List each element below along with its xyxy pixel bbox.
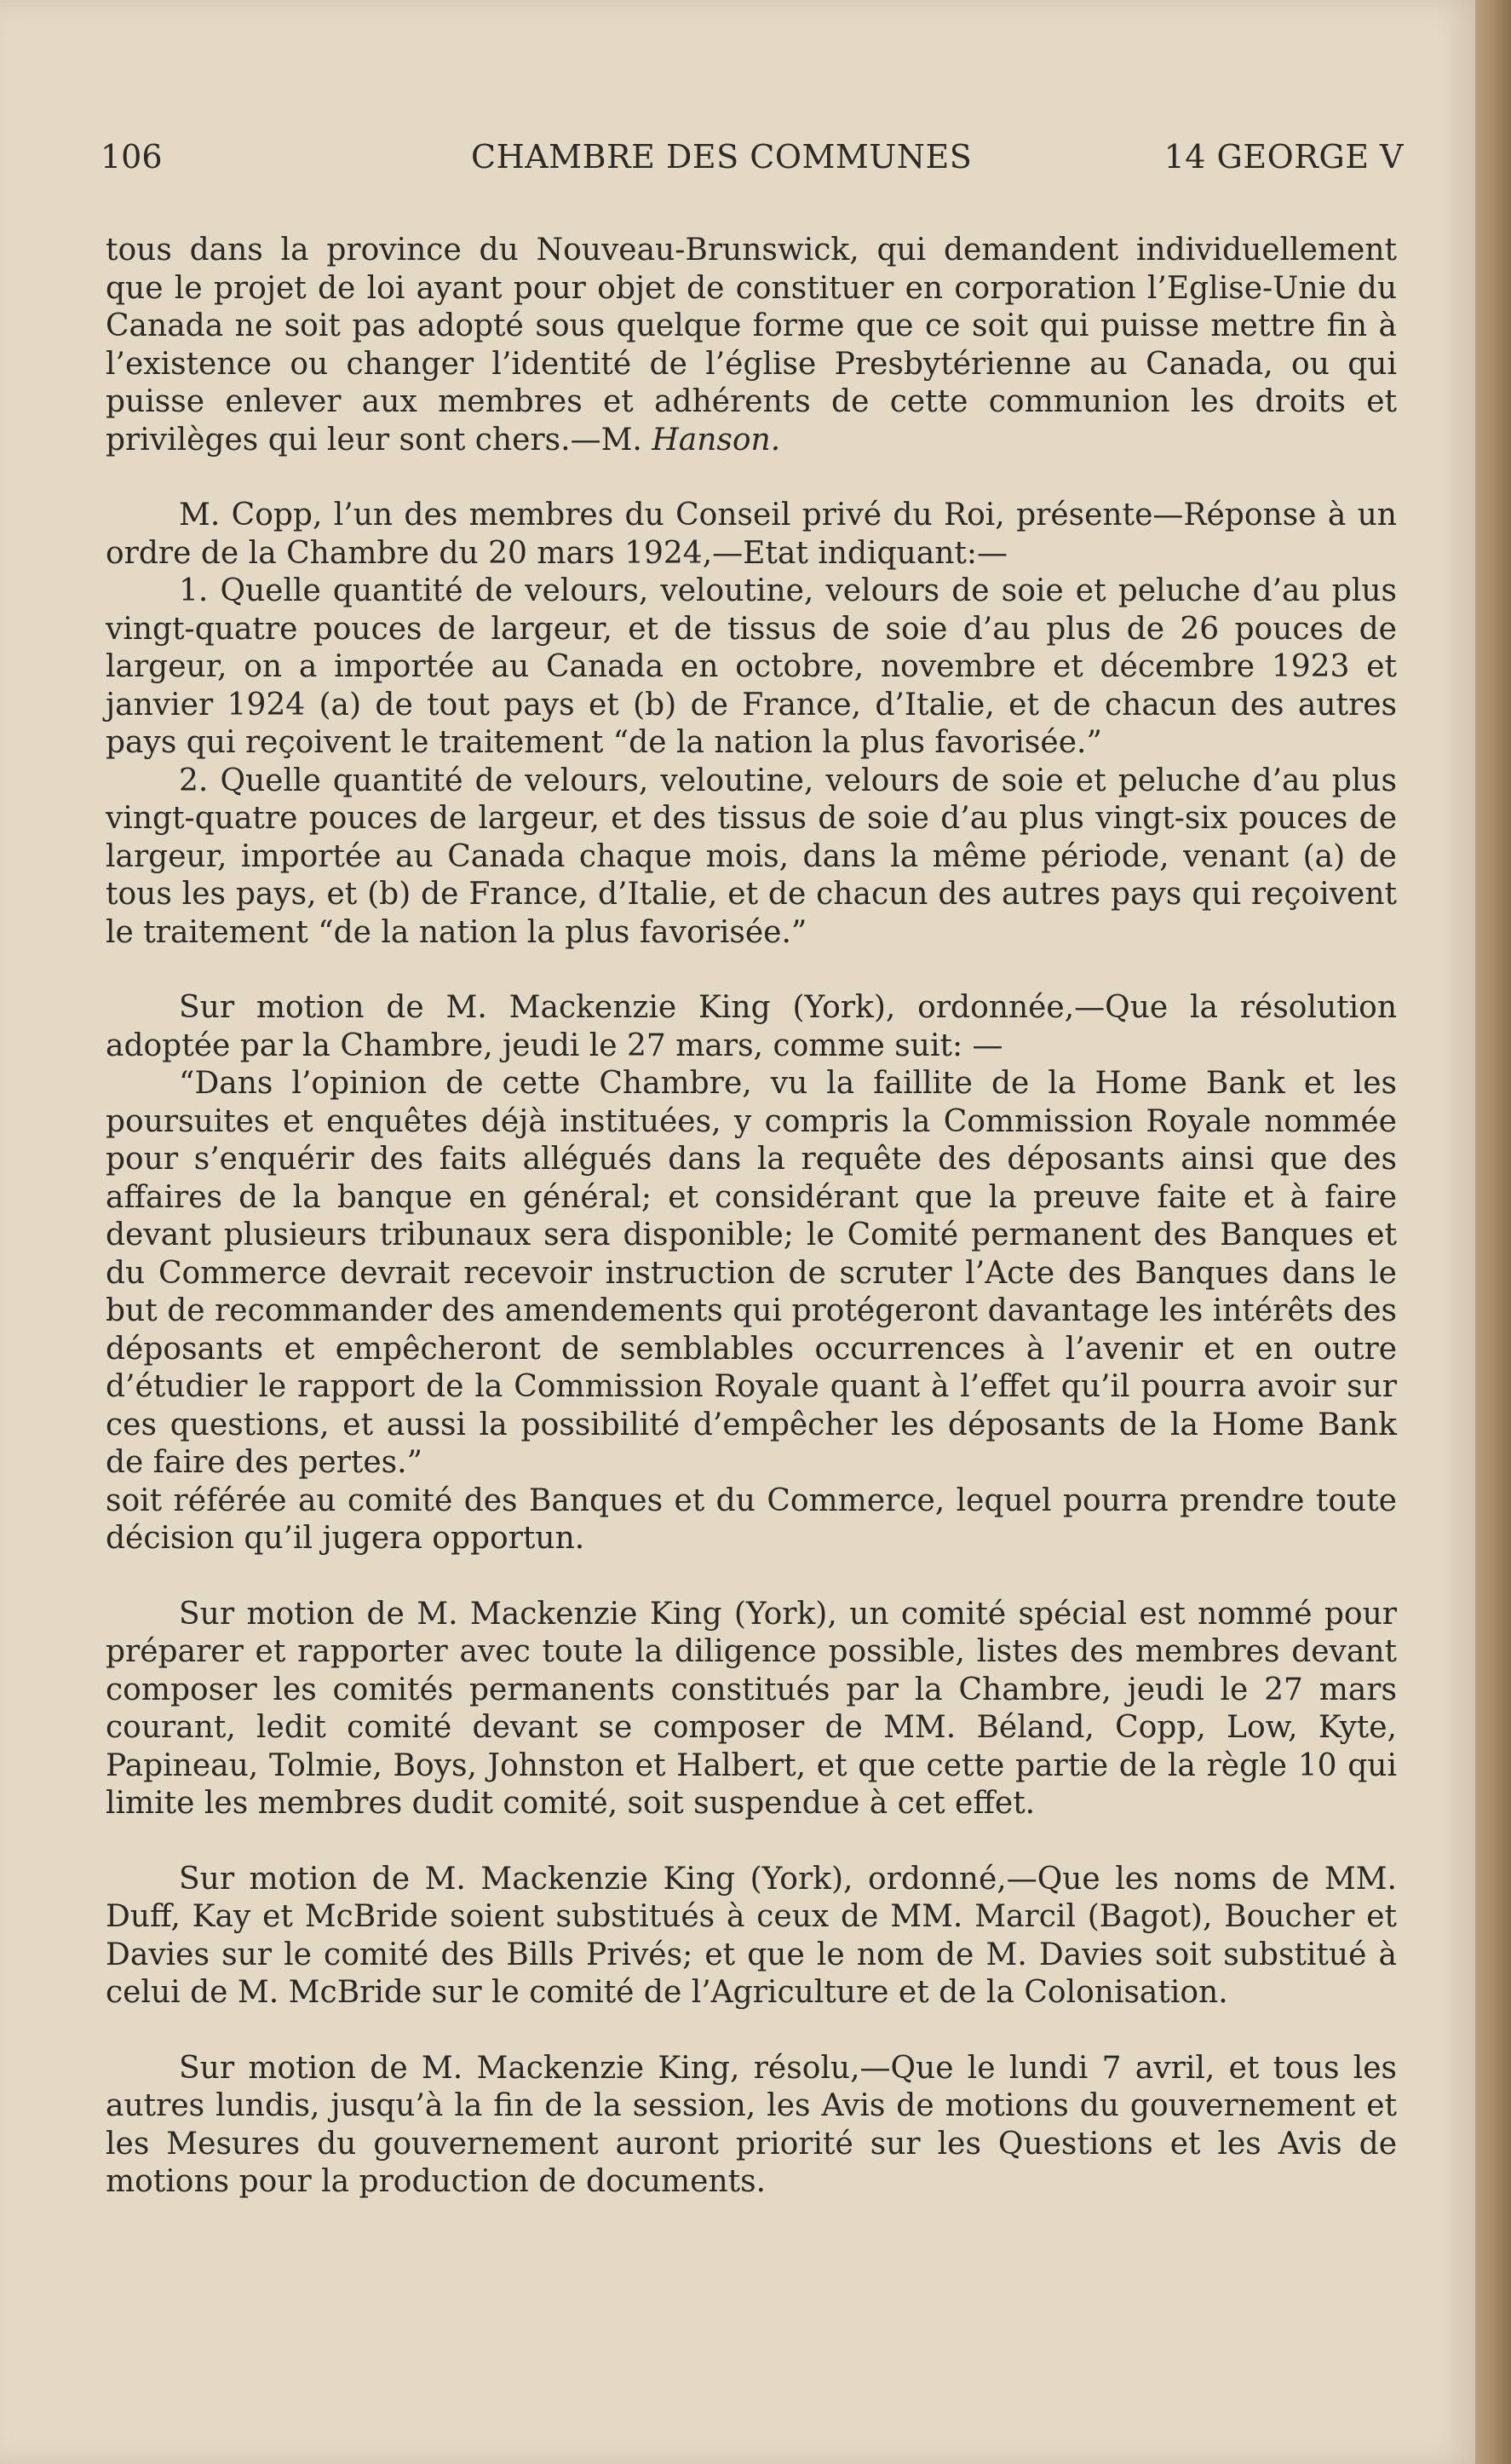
- question-2: 2. Quelle quantité de velours, veloutine, velours de soie et peluche d’au plus vingt-quatre pouces de largeur, et des tissus de soie d’au plus vingt-six pouces de largeur, importée au Canada chaque mois, dans la même période, venant (a) de tous les pays, et (b) de France, d’Italie, et de chacun des autres pays qui reçoivent le traitement “de la nation la plus favorisée.”: [106, 763, 1397, 950]
- motion-home-bank-conclusion: soit référée au comité des Banques et du Commerce, lequel pourra prendre toute décision qu’il jugera opportun.: [106, 1482, 1397, 1556]
- running-header: [101, 138, 1404, 189]
- motion-special-committee: Sur motion de M. Mackenzie King (York), un comité spécial est nommé pour préparer et rapporter avec toute la diligence possible, listes des membres devant composer les comités permanents constitués par la Chambre, jeudi le 27 mars courant, ledit comité devant se composer de MM. Béland, Copp, Low, Kyte, Papineau, Tolmie, Boys, Johnston et Halbert, et que cette partie de la règle 10 qui limite les membres dudit comité, soit suspendue à cet effet.: [106, 1596, 1397, 1821]
- petition-text: tous dans la province du Nouveau-Brunswick, qui demandent individuellement que le projet de loi ayant pour objet de constituer en corporation l’Eglise-Unie du Canada ne soit pas adopté sous quelque forme que ce soit qui puisse mettre fin à l’existence ou changer l’identité de l’église Presbytérienne au Canada, ou qui puisse enlever aux membres et adhérents de cette communion les droits et privilèges qui leur sont chers.—M.: [106, 233, 1397, 458]
- motion-home-bank-intro: Sur motion de M. Mackenzie King (York), ordonnée,—Que la résolution adoptée par la Chambre, jeudi le 27 mars, comme suit: —: [106, 990, 1397, 1063]
- regnal-year: 14 GEORGE V: [1163, 138, 1404, 176]
- motion-government-priority: Sur motion de M. Mackenzie King, résolu,—Que le lundi 7 avril, et tous les autres lundis, jusqu’à la fin de la session, les Avis de motions du gouvernement et les Mesures du gouvernement auront priorité sur les Questions et les Avis de motions pour la production de documents.: [106, 2050, 1397, 2199]
- motion-home-bank-quote: “Dans l’opinion de cette Chambre, vu la faillite de la Home Bank et les poursuites et enquêtes déjà instituées, y compris la Commission Royale nommée pour s’enquérir des faits allégués dans la requête des déposants ainsi que des affaires de la banque en général; et considérant que la preuve faite et à faire devant plusieurs tribunaux sera disponible; le Comité permanent des Banques et du Commerce devrait recevoir instruction de scruter l’Acte des Banques dans le but de recommander des amendements qui protégeront davantage les intérêts des déposants et empêcheront de semblables occurrences à l’avenir et en outre d’étudier le rapport de la Commission Royale quant à l’effet qu’il pourra avoir sur ces questions, et aussi la possibilité d’empêcher les déposants de la Home Bank de faire des pertes.”: [106, 1066, 1397, 1480]
- page-edge-shadow: [1475, 0, 1511, 2464]
- motion-committee-substitution: Sur motion de M. Mackenzie King (York), ordonné,—Que les noms de MM. Duff, Kay et McBride soient substitués à ceux de MM. Marcil (Bagot), Boucher et Davies sur le comité des Bills Privés; et que le nom de M. Davies soit substitué à celui de M. McBride sur le comité de l’Agriculture et de la Colonisation.: [106, 1861, 1397, 2010]
- question-1: 1. Quelle quantité de velours, veloutine, velours de soie et peluche d’au plus vingt-quatre pouces de largeur, et de tissus de soie d’au plus de 26 pouces de largeur, on a importée au Canada en octobre, novembre et décembre 1923 et janvier 1924 (a) de tout pays et (b) de France, d’Italie, et de chacun des autres pays qui reçoivent le traitement “de la nation la plus favorisée.”: [106, 573, 1397, 760]
- petition-paragraph: [106, 232, 1397, 459]
- petition-member: Hanson.: [652, 422, 781, 458]
- page-number: 106: [101, 138, 163, 176]
- journal-text: [106, 232, 1397, 2202]
- copp-return-paragraph: M. Copp, l’un des membres du Conseil privé du Roi, présente—Réponse à un ordre de la Chambre du 20 mars 1924,—Etat indiquant:—: [106, 498, 1397, 571]
- running-title: CHAMBRE DES COMMUNES: [471, 138, 973, 176]
